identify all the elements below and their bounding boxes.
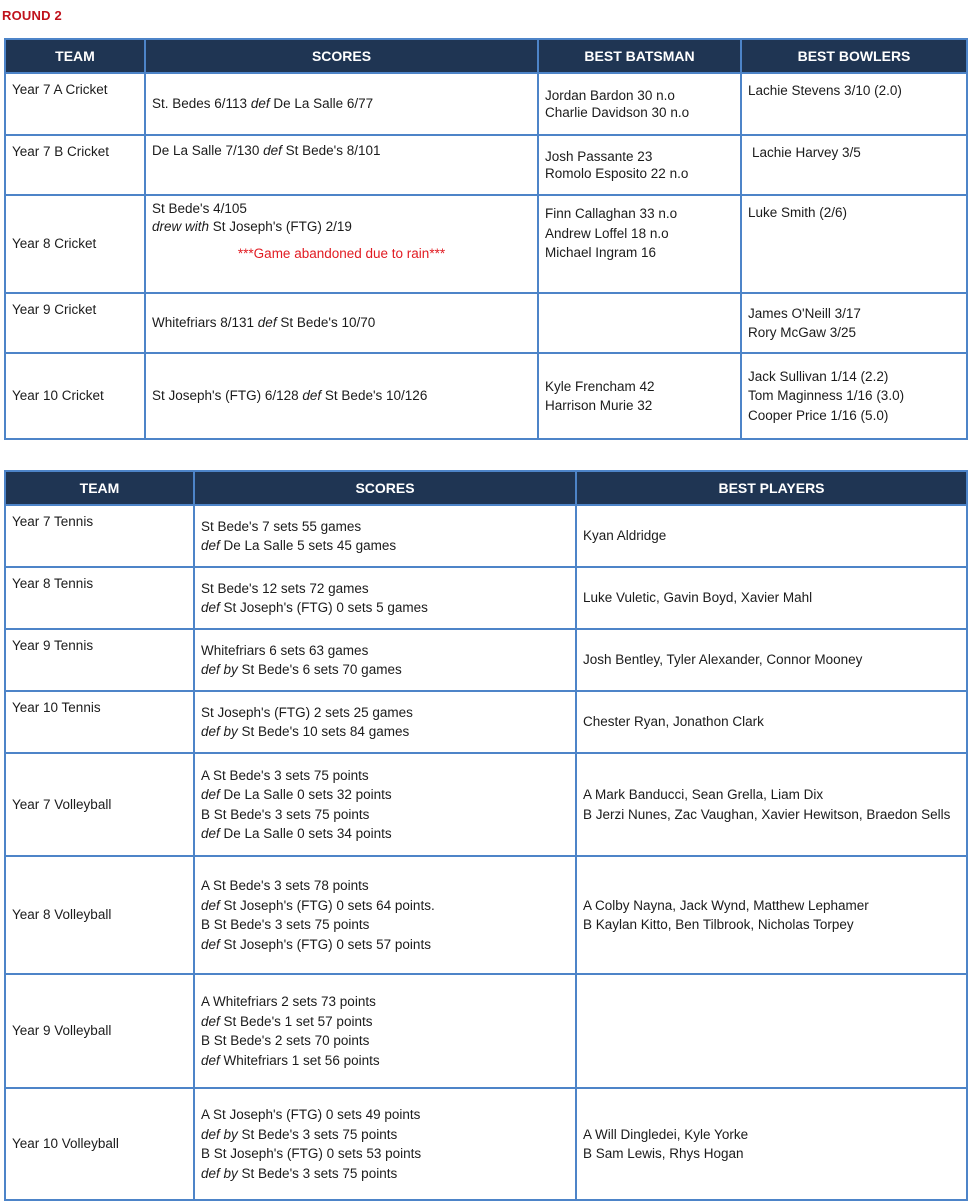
score-text: St Bede's 1 set 57 points bbox=[219, 1013, 373, 1029]
score-text: De La Salle 7/130 bbox=[152, 143, 264, 158]
batsman-entry: Jordan Bardon 30 n.o bbox=[545, 87, 675, 103]
score-line bbox=[201, 641, 569, 661]
score-text: St Bede's 10/126 bbox=[321, 388, 428, 404]
team-name: Year 7 A Cricket bbox=[12, 82, 108, 97]
team-cell bbox=[5, 691, 194, 753]
bowler-entry: Cooper Price 1/16 (5.0) bbox=[748, 407, 889, 423]
team-cell bbox=[5, 135, 145, 195]
result-verb: def bbox=[263, 143, 282, 158]
score-line bbox=[201, 824, 569, 844]
other-header-best-players: BEST PLAYERS bbox=[576, 471, 967, 505]
batsman-cell bbox=[538, 293, 741, 353]
score-text: B St Bede's 3 sets 75 points bbox=[201, 806, 370, 822]
score-cell bbox=[145, 293, 538, 353]
best-players-cell bbox=[576, 753, 967, 856]
score-line bbox=[201, 722, 569, 742]
team-name: Year 8 Volleyball bbox=[12, 907, 112, 923]
score-cell bbox=[145, 73, 538, 135]
score-text: A Whitefriars 2 sets 73 points bbox=[201, 994, 376, 1009]
score-text: A St Joseph's (FTG) 0 sets 49 points bbox=[201, 1107, 421, 1122]
score-text: St Joseph's (FTG) 6/128 bbox=[152, 388, 303, 404]
score-text: St Bede's 10 sets 84 games bbox=[237, 724, 410, 739]
score-text: St Bede's 7 sets 55 games bbox=[201, 518, 362, 534]
best-players-cell bbox=[576, 1088, 967, 1200]
result-verb: def bbox=[201, 1052, 220, 1068]
tennis-volleyball-results-table bbox=[4, 470, 968, 1201]
result-verb: drew with bbox=[152, 218, 210, 234]
table-row bbox=[5, 567, 967, 629]
batsman-entry: Kyle Frencham 42 bbox=[545, 378, 655, 394]
score-text: St Joseph's (FTG) 0 sets 64 points. bbox=[219, 897, 435, 913]
team-name: Year 10 Cricket bbox=[12, 388, 104, 404]
bowler-entry: Jack Sullivan 1/14 (2.2) bbox=[748, 368, 889, 384]
table-row bbox=[5, 293, 967, 353]
player-entry: Kyan Aldridge bbox=[583, 528, 667, 544]
score-text: De La Salle 6/77 bbox=[269, 96, 374, 112]
best-players-cell bbox=[576, 974, 967, 1088]
team-name: Year 9 Cricket bbox=[12, 302, 97, 317]
batsman-entry: Josh Passante 23 bbox=[545, 148, 653, 164]
table-row bbox=[5, 1088, 967, 1200]
score-text: St Joseph's (FTG) 0 sets 57 points bbox=[219, 936, 431, 952]
result-verb: def bbox=[201, 787, 220, 802]
score-text: De La Salle 0 sets 32 points bbox=[219, 787, 392, 802]
batsman-entry: Harrison Murie 32 bbox=[545, 398, 653, 413]
team-cell bbox=[5, 505, 194, 567]
team-name: Year 9 Tennis bbox=[12, 638, 94, 653]
bowler-entry: Tom Maginness 1/16 (3.0) bbox=[748, 388, 905, 404]
score-text: St Joseph's (FTG) 0 sets 5 games bbox=[219, 600, 428, 615]
team-cell bbox=[5, 856, 194, 974]
score-text: Whitefriars 8/131 bbox=[152, 315, 258, 331]
team-cell bbox=[5, 567, 194, 629]
score-line bbox=[201, 1031, 569, 1051]
player-entry: B Jerzi Nunes, Zac Vaughan, Xavier Hewitson, Braedon Sells bbox=[583, 806, 951, 822]
score-line bbox=[201, 785, 569, 805]
bowler-entry: Luke Smith (2/6) bbox=[748, 205, 848, 220]
score-text: St. Bedes 6/113 bbox=[152, 96, 251, 112]
player-entry: B Kaylan Kitto, Ben Tilbrook, Nicholas Torpey bbox=[583, 917, 854, 932]
score-text: B St Bede's 2 sets 70 points bbox=[201, 1033, 370, 1048]
batsman-entry: Finn Callaghan 33 n.o bbox=[545, 206, 678, 221]
score-line bbox=[201, 805, 569, 825]
result-verb: def bbox=[257, 315, 277, 331]
score-cell bbox=[194, 629, 576, 691]
table-row bbox=[5, 505, 967, 567]
batsman-entry: Romolo Esposito 22 n.o bbox=[545, 166, 689, 181]
cricket-header-team: TEAM bbox=[5, 39, 145, 73]
team-name: Year 8 Tennis bbox=[12, 576, 94, 591]
player-entry: A Will Dingledei, Kyle Yorke bbox=[583, 1126, 749, 1142]
team-name: Year 7 Volleyball bbox=[12, 796, 112, 812]
score-line bbox=[201, 766, 569, 786]
score-line bbox=[201, 1051, 569, 1071]
team-name: Year 9 Volleyball bbox=[12, 1023, 112, 1039]
player-entry: B Sam Lewis, Rhys Hogan bbox=[583, 1146, 744, 1161]
result-verb: def bbox=[201, 936, 220, 952]
score-text: Whitefriars 1 set 56 points bbox=[219, 1052, 380, 1068]
score-line bbox=[201, 536, 569, 556]
bowler-entry: James O'Neill 3/17 bbox=[748, 305, 861, 321]
team-cell bbox=[5, 753, 194, 856]
score-line bbox=[201, 1164, 569, 1184]
other-header-row bbox=[5, 471, 967, 505]
table-row bbox=[5, 353, 967, 439]
other-header-scores: SCORES bbox=[194, 471, 576, 505]
score-line bbox=[201, 992, 569, 1012]
round-title: ROUND 2 bbox=[2, 8, 62, 23]
table-row bbox=[5, 753, 967, 856]
batsman-cell bbox=[538, 353, 741, 439]
score-text: A St Bede's 3 sets 75 points bbox=[201, 767, 369, 783]
score-line bbox=[201, 1105, 569, 1125]
score-text: De La Salle 5 sets 45 games bbox=[219, 538, 397, 553]
team-cell bbox=[5, 629, 194, 691]
team-cell bbox=[5, 73, 145, 135]
team-name: Year 10 Tennis bbox=[12, 700, 101, 715]
score-cell bbox=[194, 505, 576, 567]
batsman-cell bbox=[538, 135, 741, 195]
score-text: St Bede's 6 sets 70 games bbox=[237, 662, 402, 677]
bowlers-cell bbox=[741, 73, 967, 135]
batsman-entry: Andrew Loffel 18 n.o bbox=[545, 225, 669, 241]
team-cell bbox=[5, 974, 194, 1088]
bowler-entry: Rory McGaw 3/25 bbox=[748, 325, 857, 340]
player-entry: A Mark Banducci, Sean Grella, Liam Dix bbox=[583, 787, 824, 802]
score-cell bbox=[194, 974, 576, 1088]
batsman-cell bbox=[538, 73, 741, 135]
score-line bbox=[201, 935, 569, 955]
score-line bbox=[201, 876, 569, 896]
result-verb: def by bbox=[201, 1126, 238, 1142]
score-text: St Joseph's (FTG) 2/19 bbox=[209, 218, 352, 234]
best-players-cell bbox=[576, 856, 967, 974]
score-text: St Bede's 3 sets 75 points bbox=[237, 1126, 398, 1142]
bowlers-cell bbox=[741, 195, 967, 293]
team-cell bbox=[5, 293, 145, 353]
score-line bbox=[201, 1125, 569, 1145]
score-cell bbox=[194, 856, 576, 974]
cricket-header-row bbox=[5, 39, 967, 73]
table-row bbox=[5, 974, 967, 1088]
score-cell bbox=[194, 567, 576, 629]
score-line bbox=[201, 598, 569, 618]
team-name: Year 8 Cricket bbox=[12, 236, 97, 252]
player-entry: Chester Ryan, Jonathon Clark bbox=[583, 714, 764, 730]
score-line bbox=[201, 1144, 569, 1164]
score-line bbox=[201, 1012, 569, 1032]
cricket-results-table bbox=[4, 38, 968, 440]
team-name: Year 7 Tennis bbox=[12, 514, 94, 529]
best-players-cell bbox=[576, 567, 967, 629]
score-cell bbox=[145, 195, 538, 293]
result-verb: def by bbox=[201, 724, 238, 739]
team-cell bbox=[5, 1088, 194, 1200]
result-verb: def bbox=[302, 388, 322, 404]
score-line bbox=[201, 915, 569, 935]
team-cell bbox=[5, 353, 145, 439]
score-cell bbox=[194, 691, 576, 753]
best-players-cell bbox=[576, 691, 967, 753]
team-cell bbox=[5, 195, 145, 293]
result-verb: def bbox=[201, 1013, 220, 1029]
result-verb: def bbox=[201, 538, 220, 553]
table-row bbox=[5, 73, 967, 135]
table-row bbox=[5, 856, 967, 974]
score-line bbox=[201, 517, 569, 537]
score-line bbox=[201, 896, 569, 916]
score-text: De La Salle 0 sets 34 points bbox=[219, 826, 392, 841]
batsman-entry: Charlie Davidson 30 n.o bbox=[545, 105, 690, 120]
score-cell bbox=[145, 353, 538, 439]
result-verb: def bbox=[201, 897, 220, 913]
score-text: St Bede's 3 sets 75 points bbox=[237, 1165, 398, 1181]
cricket-header-scores: SCORES bbox=[145, 39, 538, 73]
bowlers-cell bbox=[741, 293, 967, 353]
table-row bbox=[5, 135, 967, 195]
score-line bbox=[201, 660, 569, 680]
best-players-cell bbox=[576, 505, 967, 567]
team-name: Year 7 B Cricket bbox=[12, 144, 110, 159]
score-text: St Bede's 12 sets 72 games bbox=[201, 580, 369, 596]
result-verb: def bbox=[201, 826, 220, 841]
batsman-cell bbox=[538, 195, 741, 293]
score-cell bbox=[194, 1088, 576, 1200]
score-text: Whitefriars 6 sets 63 games bbox=[201, 642, 369, 658]
abandoned-note: ***Game abandoned due to rain*** bbox=[237, 246, 446, 261]
score-text: St Bede's 8/101 bbox=[281, 143, 381, 158]
player-entry: Josh Bentley, Tyler Alexander, Connor Mooney bbox=[583, 652, 863, 668]
score-text: A St Bede's 3 sets 78 points bbox=[201, 878, 369, 893]
bowlers-cell bbox=[741, 135, 967, 195]
score-line bbox=[201, 703, 569, 723]
table-row bbox=[5, 629, 967, 691]
bowlers-cell bbox=[741, 353, 967, 439]
score-cell bbox=[145, 135, 538, 195]
score-text: B St Joseph's (FTG) 0 sets 53 points bbox=[201, 1146, 422, 1161]
player-entry: A Colby Nayna, Jack Wynd, Matthew Lephamer bbox=[583, 897, 869, 913]
cricket-header-best-bowlers: BEST BOWLERS bbox=[741, 39, 967, 73]
other-header-team: TEAM bbox=[5, 471, 194, 505]
score-text: St Bede's 10/70 bbox=[276, 315, 376, 331]
table-row bbox=[5, 195, 967, 293]
bowler-entry: Lachie Harvey 3/5 bbox=[752, 145, 861, 160]
table-row bbox=[5, 691, 967, 753]
score-text: B St Bede's 3 sets 75 points bbox=[201, 917, 370, 932]
score-text: St Joseph's (FTG) 2 sets 25 games bbox=[201, 704, 413, 720]
score-text: St Bede's 4/105 bbox=[152, 201, 247, 216]
player-entry: Luke Vuletic, Gavin Boyd, Xavier Mahl bbox=[583, 590, 813, 606]
best-players-cell bbox=[576, 629, 967, 691]
result-verb: def by bbox=[201, 1165, 238, 1181]
score-line bbox=[201, 579, 569, 599]
result-verb: def by bbox=[201, 662, 238, 677]
cricket-header-best-batsman: BEST BATSMAN bbox=[538, 39, 741, 73]
batsman-entry: Michael Ingram 16 bbox=[545, 245, 657, 260]
result-verb: def bbox=[201, 600, 220, 615]
team-name: Year 10 Volleyball bbox=[12, 1136, 119, 1152]
result-verb: def bbox=[250, 96, 270, 112]
score-cell bbox=[194, 753, 576, 856]
bowler-entry: Lachie Stevens 3/10 (2.0) bbox=[748, 83, 902, 98]
